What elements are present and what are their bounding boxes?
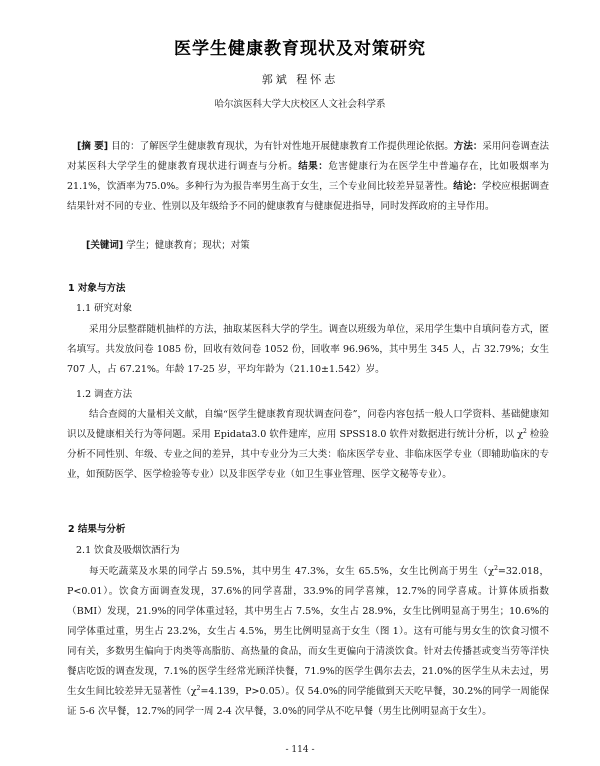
section-heading-2: 2 结果与分析 — [68, 524, 126, 535]
chi-square-superscript: 2 — [494, 564, 498, 572]
paragraph-1-2-part-b: 检验分析不同性别、年级、专业之间的差异，其中专业分为三大类：临床医学专业、非临床医学专业（即辅助临床的专业，如预防医学、医学检验等专业）以及非医学专业（如卫生事业管理、医学文秘等专业）。 — [67, 429, 549, 480]
chi-square-superscript: 2 — [522, 427, 527, 435]
abstract-method: 采用问卷调查法对某医科大学学生的健康教育现状进行调查与分析。 — [67, 141, 549, 172]
subsection-heading-1-1: 1.1 研究对象 — [76, 303, 133, 314]
abstract-method-label: 方法： — [453, 141, 483, 152]
abstract-label: [摘 要] — [77, 141, 109, 152]
abstract — [67, 137, 549, 217]
paper-authors: 郭斌 程怀志 — [261, 73, 339, 86]
paper-title: 医学生健康教育现状及对策研究 — [174, 39, 426, 59]
subsection-heading-2-1: 2.1 饮食及吸烟饮酒行为 — [76, 545, 180, 556]
abstract-result: 危害健康行为在医学生中普遍存在，比如吸烟率为21.1%，饮酒率为75.0%。多种行为为报告率男生高于女生，三个专业间比较差异显著性。 — [67, 161, 549, 192]
abstract-conclusion-label: 结论： — [453, 181, 482, 192]
keywords-label: [关键词] — [86, 240, 124, 251]
paragraph-2-1-part-c: =4.139，P>0.05）。仅 54.0%的同学能做到天天吃早餐，30.2%的同学一周能保证 5-6 次早餐，12.7%的同学一周 2-4 次早餐，3.0%的同学从不吃早餐（男生比例明显高于女生）。 — [67, 686, 549, 717]
page-number: - 114 - — [285, 745, 315, 755]
paper-affiliation: 哈尔滨医科大学大庆校区人文社会科学系 — [214, 99, 386, 110]
abstract-conclusion: 学校应根据调查结果针对不同的专业、性别以及年级给予不同的健康教育与健康促进指导，同时发挥政府的主导作用。 — [67, 181, 549, 212]
abstract-result-label: 结果： — [298, 161, 329, 172]
subsection-heading-1-2: 1.2 调查方法 — [76, 389, 133, 400]
section-heading-1: 1 对象与方法 — [68, 283, 126, 294]
paragraph-1-2 — [67, 405, 549, 485]
paragraph-2-1-part-a: 每天吃蔬菜及水果的同学占 59.5%，其中男生 47.3%，女生 65.5%，女生比例高于男生（χ — [89, 566, 495, 577]
paragraph-2-1 — [67, 562, 549, 722]
abstract-objective: 目的：了解医学生健康教育现状，为有针对性地开展健康教育工作提供理论依据。 — [108, 141, 454, 152]
paragraph-1-1: 采用分层整群随机抽样的方法，抽取某医科大学的学生。调查以班级为单位，采用学生集中自填问卷方式，匿名填写。共发放问卷 1085 份，回收有效问卷 1052 份，回收率 96.96%，其中男生 345 人，占 32.79%；女生 707 人，占 67.21%。年龄 17-25 岁，平均年龄为（21.10±1.542）岁。 — [67, 324, 549, 375]
chi-square-superscript: 2 — [196, 684, 201, 692]
keywords-text: 学生；健康教育；现状；对策 — [123, 240, 250, 251]
paragraph-1-2-part-a: 结合查阅的大量相关文献，自编“医学生健康教育现状调查问卷”，问卷内容包括一般人口学资料、基础健康知识以及健康相关行为等问题。采用 Epidata3.0 软件建库，应用 SPSS18.0 软件对数据进行统计分析，以 χ — [67, 409, 549, 440]
paragraph-2-1-part-b: =32.018，P<0.01）。饮食方面调查发现，37.6%的同学喜甜，33.9%的同学喜辣，12.7%的同学喜咸。计算体质指数（BMI）发现，21.9%的同学体重过轻，其中男生占 7.5%，女生占 28.9%，女生比例明显高于男生；10.6%的同学体重过重，男生占 23.2%，女生占 4.5%，男生比例明显高于女生（图 1）。这有可能与男女生的饮食习惯不同有关，多数男生偏向于肉类等高脂肪、高热量的食品，而女生更偏向于清淡饮食。针对去传播甚或变当劳等洋快餐店吃饭的调查发现，7.1%的医学生经常光顾洋快餐，71.9%的医学生偶尔去去，21.0%的医学生从未去过，男生女生间比较差异无显著性（χ — [67, 566, 549, 697]
keywords — [86, 236, 548, 256]
